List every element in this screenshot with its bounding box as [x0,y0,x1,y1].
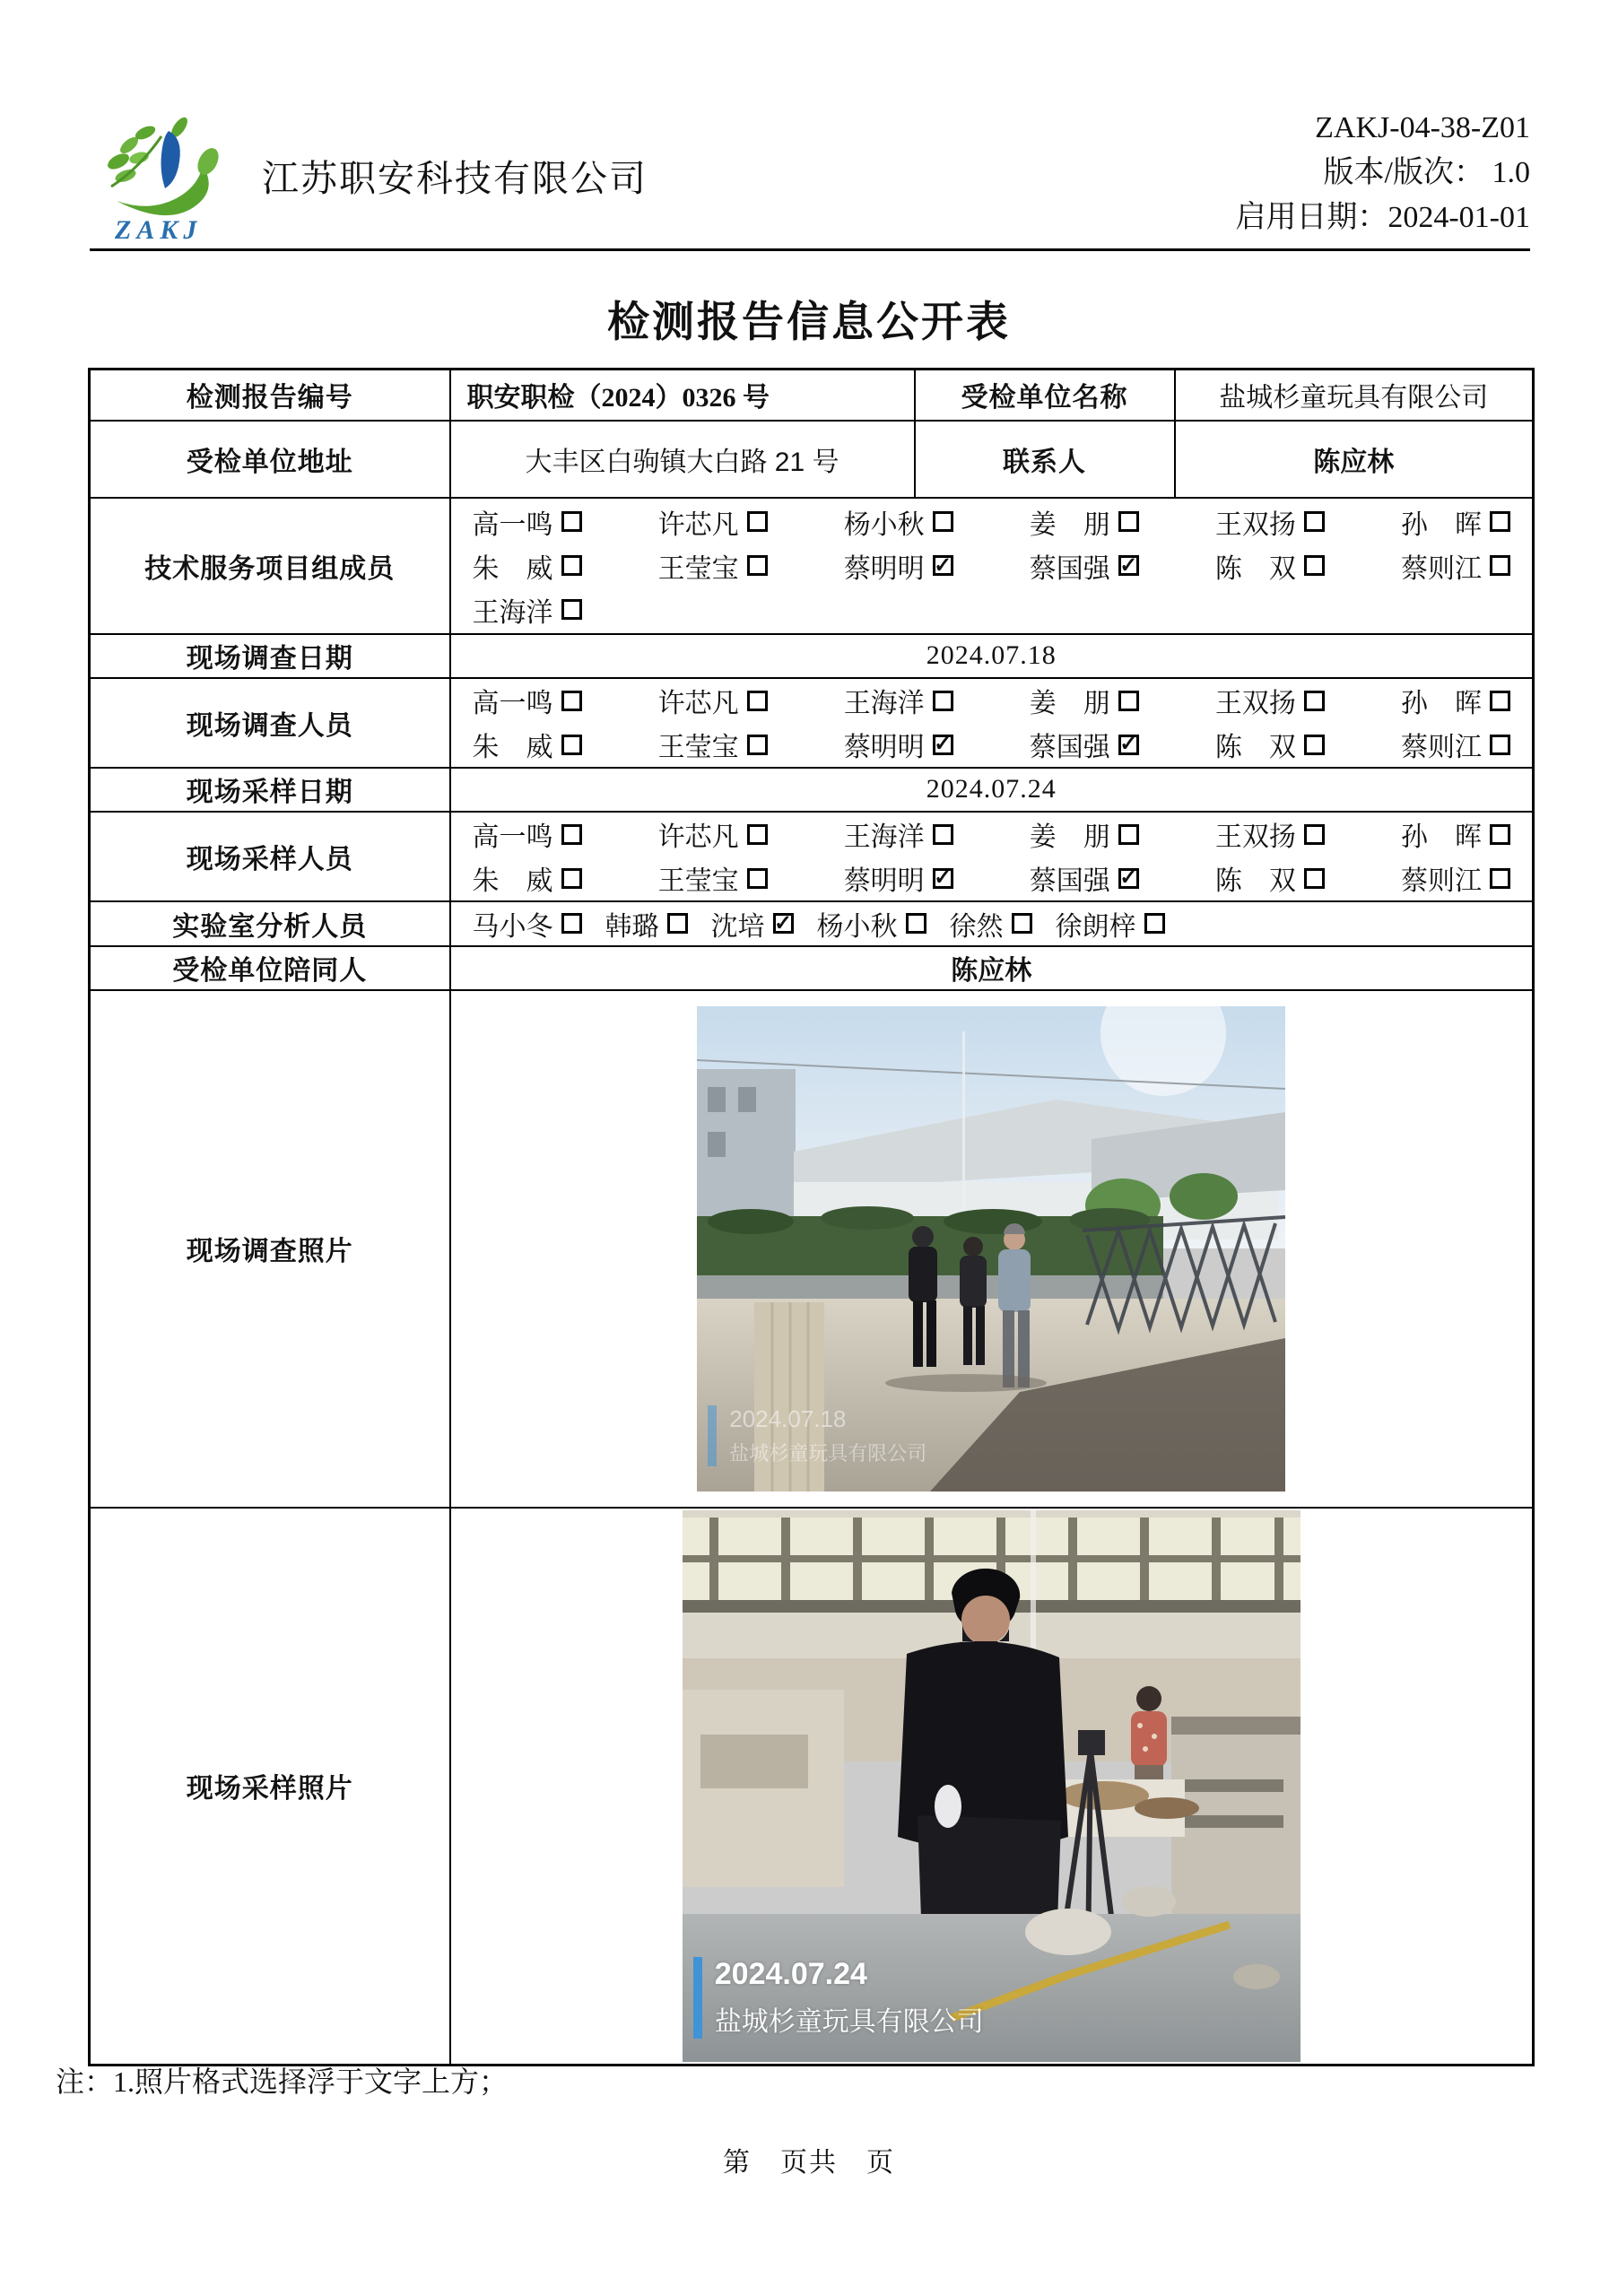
staff-member-name: 蔡明明 [843,866,925,896]
staff-member [658,725,768,764]
staff-member-name: 徐朗梓 [1055,911,1136,942]
value-survey-date: 2024.07.18 [450,634,1534,678]
company-logo-icon [99,115,251,221]
watermark-date: 2024.07.24 [714,1956,867,1991]
staff-member-name: 姜 朋 [1029,509,1110,540]
staff-member [1215,858,1325,898]
value-unit-name: 盐城杉童玩具有限公司 [1175,370,1534,421]
value-contact: 陈应林 [1175,421,1534,498]
staff-member-name: 许芯凡 [657,509,739,540]
staff-member [844,814,953,854]
photo-watermark [708,1405,926,1466]
checkbox-icon [1490,824,1510,845]
label-sampling-staff: 现场采样人员 [90,812,450,901]
staff-member-name: 韩璐 [605,911,659,942]
watermark-bar-icon [693,1957,702,2039]
row-report-no [90,370,1534,421]
staff-member [1215,681,1325,720]
row-address [90,421,1534,498]
staff-member [658,681,768,720]
label-contact: 联系人 [915,421,1175,498]
staff-member [473,590,582,630]
staff-member [1215,546,1325,586]
row-lab-staff [90,901,1534,946]
checkbox-icon [933,691,953,711]
row-survey-photo [90,990,1534,1508]
checkbox-icon [561,691,582,711]
staff-member-name: 朱 威 [472,866,553,896]
staff-sampling-cell [450,812,1534,901]
staff-member-name: 王海洋 [472,597,553,628]
staff-member-name: 高一鸣 [472,509,553,540]
staff-member [473,546,582,586]
doc-code: ZAKJ-04-38-Z01 [1315,111,1530,144]
staff-member-name: 王莹宝 [657,553,739,584]
staff-member-name: 姜 朋 [1029,822,1110,852]
staff-member-name: 孙 晖 [1400,689,1482,718]
checkbox-icon [667,913,688,934]
value-address: 大丰区白驹镇大白路 21 号 [450,421,915,498]
checkbox-checked-icon: ✓ [934,553,953,578]
staff-member-name: 蔡国强 [1029,733,1110,762]
checkbox-checked-icon: ✓ [934,866,953,890]
staff-member-name: 陈 双 [1214,553,1296,584]
watermark-company: 盐城杉童玩具有限公司 [729,1441,927,1465]
label-companion: 受检单位陪同人 [90,946,450,990]
header-divider [90,248,1530,251]
sampling-photo [683,1510,1300,2062]
checkbox-icon [747,691,768,711]
label-team: 技术服务项目组成员 [90,498,450,634]
checkbox-icon [1304,824,1325,845]
staff-member [658,858,768,898]
staff-member [1030,858,1139,898]
staff-member [817,904,926,944]
checkbox-checked-icon: ✓ [1119,866,1138,890]
staff-member [1215,502,1325,542]
checkbox-icon [1118,691,1139,711]
staff-member [1401,858,1510,898]
staff-member [1215,725,1325,764]
staff-member [473,502,582,542]
staff-member-name: 蔡则江 [1400,866,1482,896]
label-address: 受检单位地址 [90,421,450,498]
staff-member [473,904,582,944]
staff-member-name: 蔡明明 [843,733,925,762]
staff-member [844,502,953,542]
label-lab-staff: 实验室分析人员 [90,901,450,946]
staff-member-name: 蔡国强 [1029,553,1110,584]
staff-member [1030,814,1139,854]
staff-member [844,858,953,898]
checkbox-icon [561,555,582,576]
staff-member-name: 许芯凡 [657,822,739,852]
staff-member [950,904,1032,944]
row-survey-date [90,634,1534,678]
checkbox-icon [747,868,768,889]
row-companion [90,946,1534,990]
staff-member-name: 陈 双 [1214,733,1296,762]
staff-member-name: 蔡明明 [843,553,925,584]
checkbox-icon [561,868,582,889]
staff-member-name: 高一鸣 [472,689,553,718]
staff-member-name: 蔡则江 [1400,733,1482,762]
staff-member-name: 蔡则江 [1400,553,1482,584]
staff-member [658,502,768,542]
staff-member [473,858,582,898]
checkbox-icon [1304,868,1325,889]
staff-survey-cell [450,678,1534,768]
staff-member [844,725,953,764]
checkbox-icon [1304,735,1325,755]
staff-member-name: 姜 朋 [1029,689,1110,718]
staff-member [1215,814,1325,854]
staff-member-name: 沈培 [710,911,765,942]
staff-member-name: 许芯凡 [657,689,739,718]
checkbox-icon [1304,691,1325,711]
label-sampling-date: 现场采样日期 [90,768,450,812]
staff-member-name: 孙 晖 [1400,822,1482,852]
row-sampling-photo [90,1508,1534,2066]
checkbox-icon [747,735,768,755]
staff-member-name: 陈 双 [1214,866,1296,896]
label-report-no: 检测报告编号 [90,370,450,421]
checkbox-checked-icon: ✓ [1119,733,1138,756]
checkbox-icon [906,913,926,934]
doc-effective-date: 启用日期：2024-01-01 [1235,201,1530,234]
page-number-line: 第 页共 页 [723,2148,895,2178]
checkbox-icon [933,511,953,532]
staff-team-cell [450,498,1534,634]
staff-member-name: 杨小秋 [843,509,925,540]
checkbox-checked-icon: ✓ [1119,553,1138,578]
info-table [88,368,1535,2066]
staff-member [1401,725,1510,764]
staff-member [473,681,582,720]
staff-member-name: 王双扬 [1214,509,1296,540]
checkbox-icon [561,735,582,755]
document-meta [1235,106,1530,240]
label-unit-name: 受检单位名称 [915,370,1175,421]
label-survey-date: 现场调查日期 [90,634,450,678]
value-report-no: 职安职检（2024）0326 号 [450,370,915,421]
checkbox-icon [1490,691,1510,711]
row-survey-staff [90,678,1534,768]
staff-member-name: 徐然 [949,911,1004,942]
staff-member-name: 马小冬 [472,911,553,942]
staff-member-name: 蔡国强 [1029,866,1110,896]
value-companion: 陈应林 [450,946,1534,990]
staff-member [473,725,582,764]
logo-blue-droplet [161,131,180,188]
staff-member [605,904,688,944]
checkbox-icon [561,824,582,845]
staff-member-name: 杨小秋 [816,911,898,942]
checkbox-icon [747,824,768,845]
checkbox-checked-icon: ✓ [934,733,953,756]
logo-text: ZAKJ [115,215,203,245]
watermark-bar-icon [708,1405,717,1466]
checkbox-icon [1490,511,1510,532]
company-name: 江苏职安科技有限公司 [262,158,648,199]
checkbox-icon [1304,511,1325,532]
checkbox-icon [561,511,582,532]
staff-member [658,546,768,586]
staff-member [1030,546,1139,586]
staff-member [1056,904,1165,944]
footer-note: 注：1.照片格式选择浮于文字上方； [56,2066,509,2098]
staff-member-name: 王莹宝 [657,733,739,762]
checkbox-icon [1304,555,1325,576]
label-survey-staff: 现场调查人员 [90,678,450,768]
row-sampling-staff [90,812,1534,901]
doc-version: 版本/版次： 1.0 [1323,156,1530,189]
staff-member [473,814,582,854]
staff-member [1401,502,1510,542]
staff-member-name: 王海洋 [843,689,925,718]
staff-member-name: 王双扬 [1214,822,1296,852]
row-team-members [90,498,1534,634]
staff-member [1401,546,1510,586]
checkbox-icon [933,824,953,845]
checkbox-icon [561,913,582,934]
row-sampling-date [90,768,1534,812]
checkbox-icon [747,555,768,576]
page-title: 检测报告信息公开表 [607,300,1011,346]
checkbox-icon [747,511,768,532]
staff-member-name: 朱 威 [472,553,553,584]
watermark-company: 盐城杉童玩具有限公司 [714,2006,984,2037]
staff-member [1030,681,1139,720]
staff-member [658,814,768,854]
staff-member-name: 王莹宝 [657,866,739,896]
staff-member-name: 王海洋 [843,822,925,852]
photo-watermark [693,1957,984,2039]
checkbox-icon [1490,735,1510,755]
checkbox-icon [1490,555,1510,576]
staff-member-name: 孙 晖 [1400,509,1482,540]
checkbox-icon [1144,913,1165,934]
staff-member-name: 高一鸣 [472,822,553,852]
staff-member [1401,814,1510,854]
staff-member-name: 朱 威 [472,733,553,762]
staff-member [711,904,794,944]
survey-photo [697,1006,1285,1492]
staff-member-name: 王双扬 [1214,689,1296,718]
checkbox-icon [1118,824,1139,845]
staff-member [1030,725,1139,764]
checkbox-checked-icon: ✓ [773,911,793,935]
staff-lab-cell [450,901,1534,946]
checkbox-icon [1012,913,1032,934]
staff-member [1030,502,1139,542]
staff-member [1401,681,1510,720]
checkbox-icon [1118,511,1139,532]
checkbox-icon [1490,868,1510,889]
staff-member [844,546,953,586]
checkbox-icon [561,599,582,620]
label-sampling-photo: 现场采样照片 [90,1508,450,2066]
value-sampling-date: 2024.07.24 [450,768,1534,812]
staff-member [844,681,953,720]
watermark-date: 2024.07.18 [729,1405,847,1432]
label-survey-photo: 现场调查照片 [90,990,450,1508]
